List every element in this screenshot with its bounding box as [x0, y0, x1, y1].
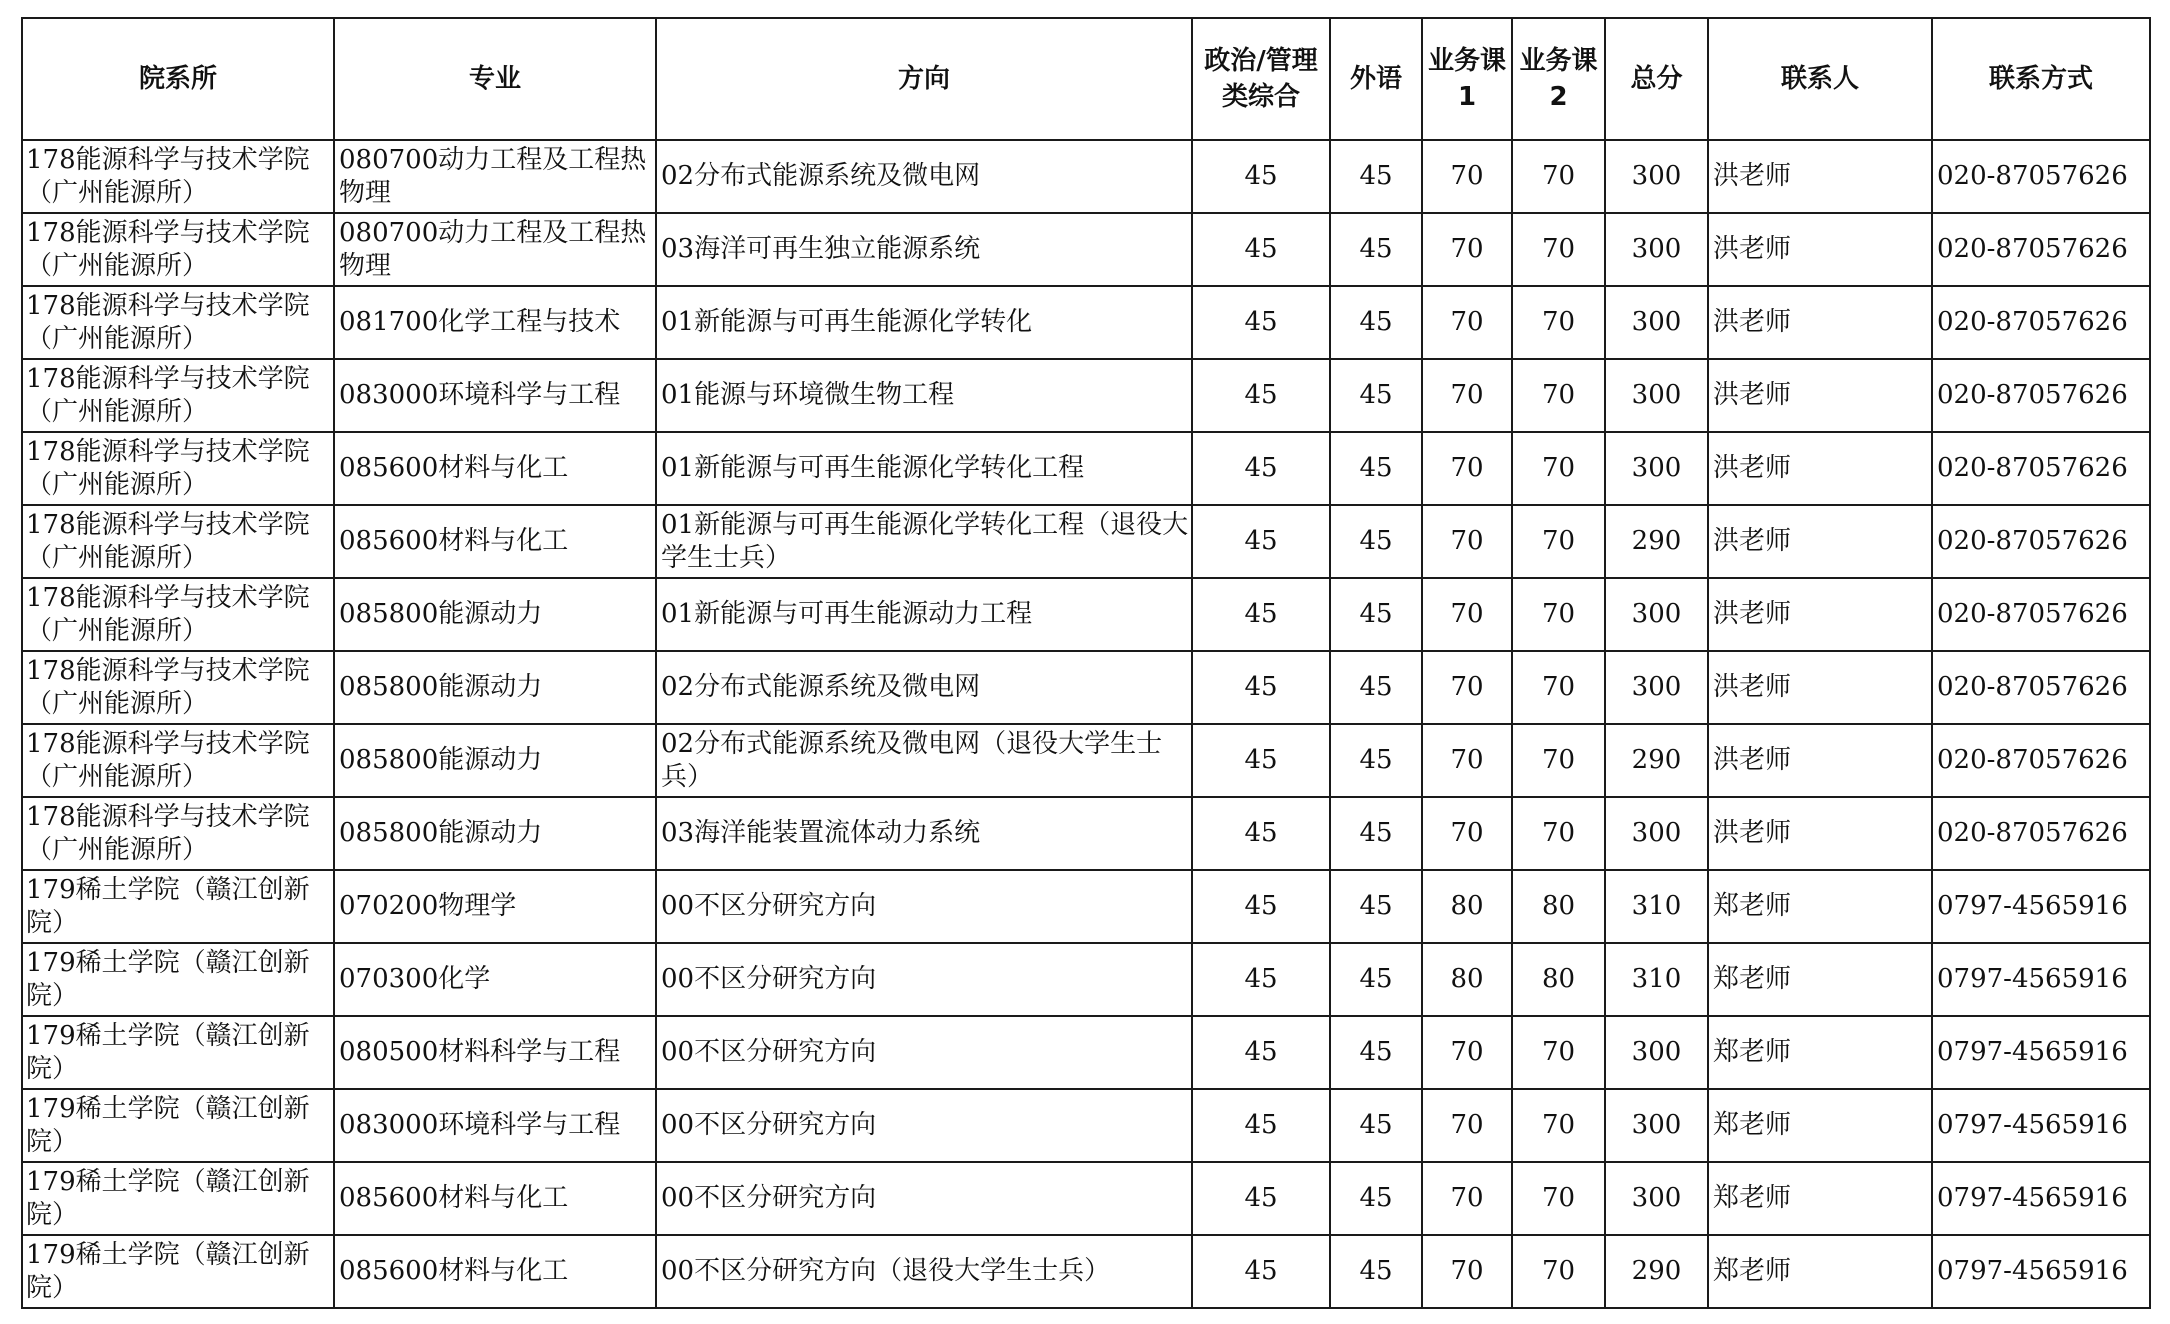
cell-foreign: 45 [1330, 505, 1422, 578]
cell-course1: 80 [1422, 943, 1512, 1016]
cell-phone: 020-87057626 [1932, 359, 2150, 432]
cell-foreign: 45 [1330, 1162, 1422, 1235]
cell-course2: 70 [1512, 359, 1605, 432]
cell-major: 085600材料与化工 [334, 505, 656, 578]
cell-direction: 02分布式能源系统及微电网 [656, 140, 1192, 213]
cell-dept: 178能源科学与技术学院（广州能源所） [22, 578, 334, 651]
cell-total: 300 [1605, 432, 1708, 505]
cell-direction: 03海洋能装置流体动力系统 [656, 797, 1192, 870]
cell-total: 300 [1605, 213, 1708, 286]
cell-major: 081700化学工程与技术 [334, 286, 656, 359]
cell-total: 300 [1605, 1089, 1708, 1162]
cell-course2: 80 [1512, 870, 1605, 943]
cell-politics: 45 [1192, 1235, 1330, 1308]
cell-contact: 洪老师 [1708, 505, 1932, 578]
cell-foreign: 45 [1330, 1089, 1422, 1162]
cell-foreign: 45 [1330, 140, 1422, 213]
cell-dept: 179稀土学院（赣江创新院） [22, 1235, 334, 1308]
cell-major: 085800能源动力 [334, 724, 656, 797]
cell-total: 300 [1605, 578, 1708, 651]
cell-dept: 179稀土学院（赣江创新院） [22, 1162, 334, 1235]
cell-dept: 179稀土学院（赣江创新院） [22, 1016, 334, 1089]
cell-course2: 70 [1512, 651, 1605, 724]
cell-contact: 郑老师 [1708, 870, 1932, 943]
cell-dept: 178能源科学与技术学院（广州能源所） [22, 359, 334, 432]
cell-politics: 45 [1192, 797, 1330, 870]
cell-course2: 70 [1512, 432, 1605, 505]
table-row [22, 359, 2150, 432]
cell-course2: 70 [1512, 1089, 1605, 1162]
cell-course1: 70 [1422, 286, 1512, 359]
cell-politics: 45 [1192, 578, 1330, 651]
cell-direction: 01新能源与可再生能源化学转化工程 [656, 432, 1192, 505]
cell-course1: 70 [1422, 651, 1512, 724]
cell-total: 290 [1605, 505, 1708, 578]
cell-total: 310 [1605, 943, 1708, 1016]
cell-total: 290 [1605, 1235, 1708, 1308]
cell-course2: 70 [1512, 140, 1605, 213]
table-row [22, 505, 2150, 578]
table-row [22, 432, 2150, 505]
table-row [22, 1162, 2150, 1235]
cell-contact: 洪老师 [1708, 286, 1932, 359]
header-row [22, 18, 2150, 140]
cell-course2: 70 [1512, 1235, 1605, 1308]
cell-contact: 洪老师 [1708, 140, 1932, 213]
table-row [22, 943, 2150, 1016]
table-row [22, 140, 2150, 213]
cell-phone: 0797-4565916 [1932, 870, 2150, 943]
cell-phone: 020-87057626 [1932, 505, 2150, 578]
cell-foreign: 45 [1330, 797, 1422, 870]
cell-course2: 70 [1512, 578, 1605, 651]
cell-major: 080700动力工程及工程热物理 [334, 213, 656, 286]
cell-politics: 45 [1192, 505, 1330, 578]
table-row [22, 651, 2150, 724]
cell-foreign: 45 [1330, 286, 1422, 359]
cell-course2: 70 [1512, 1016, 1605, 1089]
column-header-phone: 联系方式 [1932, 18, 2150, 140]
cell-major: 085800能源动力 [334, 578, 656, 651]
cell-foreign: 45 [1330, 359, 1422, 432]
cell-dept: 178能源科学与技术学院（广州能源所） [22, 724, 334, 797]
cell-major: 083000环境科学与工程 [334, 1089, 656, 1162]
cell-course2: 70 [1512, 1162, 1605, 1235]
column-header-major: 专业 [334, 18, 656, 140]
cell-direction: 00不区分研究方向 [656, 1016, 1192, 1089]
cell-contact: 郑老师 [1708, 1016, 1932, 1089]
cell-politics: 45 [1192, 1162, 1330, 1235]
cell-major: 080500材料科学与工程 [334, 1016, 656, 1089]
table-row [22, 1016, 2150, 1089]
cell-foreign: 45 [1330, 432, 1422, 505]
cell-dept: 178能源科学与技术学院（广州能源所） [22, 286, 334, 359]
cell-dept: 179稀土学院（赣江创新院） [22, 943, 334, 1016]
cell-politics: 45 [1192, 870, 1330, 943]
table-row [22, 1235, 2150, 1308]
cell-phone: 020-87057626 [1932, 724, 2150, 797]
cell-course1: 70 [1422, 359, 1512, 432]
cell-contact: 洪老师 [1708, 213, 1932, 286]
cell-course1: 70 [1422, 578, 1512, 651]
cell-course2: 70 [1512, 797, 1605, 870]
table-row [22, 286, 2150, 359]
column-header-contact: 联系人 [1708, 18, 1932, 140]
cell-direction: 01新能源与可再生能源化学转化 [656, 286, 1192, 359]
cell-politics: 45 [1192, 140, 1330, 213]
cell-politics: 45 [1192, 724, 1330, 797]
cell-dept: 178能源科学与技术学院（广州能源所） [22, 651, 334, 724]
cell-phone: 020-87057626 [1932, 286, 2150, 359]
cell-politics: 45 [1192, 651, 1330, 724]
cell-foreign: 45 [1330, 870, 1422, 943]
cell-course1: 70 [1422, 1162, 1512, 1235]
cell-foreign: 45 [1330, 943, 1422, 1016]
cell-phone: 0797-4565916 [1932, 943, 2150, 1016]
cell-direction: 02分布式能源系统及微电网（退役大学生士兵） [656, 724, 1192, 797]
cell-phone: 020-87057626 [1932, 651, 2150, 724]
cell-course1: 80 [1422, 870, 1512, 943]
cell-major: 085800能源动力 [334, 797, 656, 870]
column-header-course2: 业务课2 [1512, 18, 1605, 140]
cell-contact: 郑老师 [1708, 1235, 1932, 1308]
cell-course1: 70 [1422, 505, 1512, 578]
cell-phone: 0797-4565916 [1932, 1162, 2150, 1235]
table-row [22, 1089, 2150, 1162]
cell-direction: 00不区分研究方向 [656, 1089, 1192, 1162]
table-row [22, 724, 2150, 797]
cell-major: 085600材料与化工 [334, 1235, 656, 1308]
cell-phone: 020-87057626 [1932, 432, 2150, 505]
cell-major: 070300化学 [334, 943, 656, 1016]
cell-phone: 0797-4565916 [1932, 1016, 2150, 1089]
cell-politics: 45 [1192, 1089, 1330, 1162]
cell-total: 310 [1605, 870, 1708, 943]
cell-dept: 179稀土学院（赣江创新院） [22, 870, 334, 943]
cell-total: 290 [1605, 724, 1708, 797]
cell-contact: 洪老师 [1708, 724, 1932, 797]
cell-phone: 0797-4565916 [1932, 1089, 2150, 1162]
cell-course1: 70 [1422, 140, 1512, 213]
cell-foreign: 45 [1330, 578, 1422, 651]
cell-direction: 00不区分研究方向 [656, 943, 1192, 1016]
cell-dept: 178能源科学与技术学院（广州能源所） [22, 213, 334, 286]
cell-course1: 70 [1422, 797, 1512, 870]
cell-dept: 178能源科学与技术学院（广州能源所） [22, 140, 334, 213]
cell-contact: 洪老师 [1708, 578, 1932, 651]
cell-politics: 45 [1192, 432, 1330, 505]
cell-total: 300 [1605, 359, 1708, 432]
cell-phone: 020-87057626 [1932, 140, 2150, 213]
cell-contact: 郑老师 [1708, 943, 1932, 1016]
cell-direction: 01新能源与可再生能源化学转化工程（退役大学生士兵） [656, 505, 1192, 578]
cell-major: 083000环境科学与工程 [334, 359, 656, 432]
cell-total: 300 [1605, 651, 1708, 724]
cell-contact: 洪老师 [1708, 651, 1932, 724]
cell-politics: 45 [1192, 286, 1330, 359]
cell-major: 070200物理学 [334, 870, 656, 943]
column-header-dept: 院系所 [22, 18, 334, 140]
cell-major: 085600材料与化工 [334, 1162, 656, 1235]
cell-total: 300 [1605, 1162, 1708, 1235]
cell-dept: 178能源科学与技术学院（广州能源所） [22, 797, 334, 870]
cell-politics: 45 [1192, 213, 1330, 286]
cell-direction: 01能源与环境微生物工程 [656, 359, 1192, 432]
cell-foreign: 45 [1330, 724, 1422, 797]
cell-total: 300 [1605, 286, 1708, 359]
cell-direction: 00不区分研究方向 [656, 1162, 1192, 1235]
cell-direction: 00不区分研究方向 [656, 870, 1192, 943]
cell-contact: 郑老师 [1708, 1089, 1932, 1162]
cell-foreign: 45 [1330, 651, 1422, 724]
column-header-total: 总分 [1605, 18, 1708, 140]
cell-contact: 洪老师 [1708, 432, 1932, 505]
cell-direction: 03海洋可再生独立能源系统 [656, 213, 1192, 286]
cell-direction: 02分布式能源系统及微电网 [656, 651, 1192, 724]
cell-course1: 70 [1422, 1089, 1512, 1162]
cell-total: 300 [1605, 1016, 1708, 1089]
cell-direction: 00不区分研究方向（退役大学生士兵） [656, 1235, 1192, 1308]
cell-direction: 01新能源与可再生能源动力工程 [656, 578, 1192, 651]
cell-dept: 178能源科学与技术学院（广州能源所） [22, 505, 334, 578]
cell-course1: 70 [1422, 1235, 1512, 1308]
cell-course1: 70 [1422, 213, 1512, 286]
cell-contact: 洪老师 [1708, 359, 1932, 432]
cell-politics: 45 [1192, 1016, 1330, 1089]
cell-foreign: 45 [1330, 1016, 1422, 1089]
cell-course2: 70 [1512, 286, 1605, 359]
cell-foreign: 45 [1330, 213, 1422, 286]
column-header-course1: 业务课1 [1422, 18, 1512, 140]
column-header-direction: 方向 [656, 18, 1192, 140]
table-row [22, 870, 2150, 943]
cell-course1: 70 [1422, 432, 1512, 505]
cell-major: 085800能源动力 [334, 651, 656, 724]
cell-major: 085600材料与化工 [334, 432, 656, 505]
cell-course1: 70 [1422, 1016, 1512, 1089]
cell-course2: 80 [1512, 943, 1605, 1016]
cell-course2: 70 [1512, 724, 1605, 797]
cell-course2: 70 [1512, 505, 1605, 578]
cell-course2: 70 [1512, 213, 1605, 286]
table-row [22, 578, 2150, 651]
cell-contact: 郑老师 [1708, 1162, 1932, 1235]
cell-total: 300 [1605, 797, 1708, 870]
cell-contact: 洪老师 [1708, 797, 1932, 870]
table-row [22, 213, 2150, 286]
cell-course1: 70 [1422, 724, 1512, 797]
cell-phone: 0797-4565916 [1932, 1235, 2150, 1308]
cell-dept: 179稀土学院（赣江创新院） [22, 1089, 334, 1162]
table-body [22, 140, 2150, 1308]
cell-politics: 45 [1192, 359, 1330, 432]
score-table [21, 17, 2151, 1309]
column-header-foreign: 外语 [1330, 18, 1422, 140]
cell-foreign: 45 [1330, 1235, 1422, 1308]
cell-major: 080700动力工程及工程热物理 [334, 140, 656, 213]
cell-phone: 020-87057626 [1932, 578, 2150, 651]
cell-dept: 178能源科学与技术学院（广州能源所） [22, 432, 334, 505]
cell-phone: 020-87057626 [1932, 213, 2150, 286]
column-header-politics: 政治/管理类综合 [1192, 18, 1330, 140]
cell-politics: 45 [1192, 943, 1330, 1016]
cell-phone: 020-87057626 [1932, 797, 2150, 870]
table-row [22, 797, 2150, 870]
cell-total: 300 [1605, 140, 1708, 213]
